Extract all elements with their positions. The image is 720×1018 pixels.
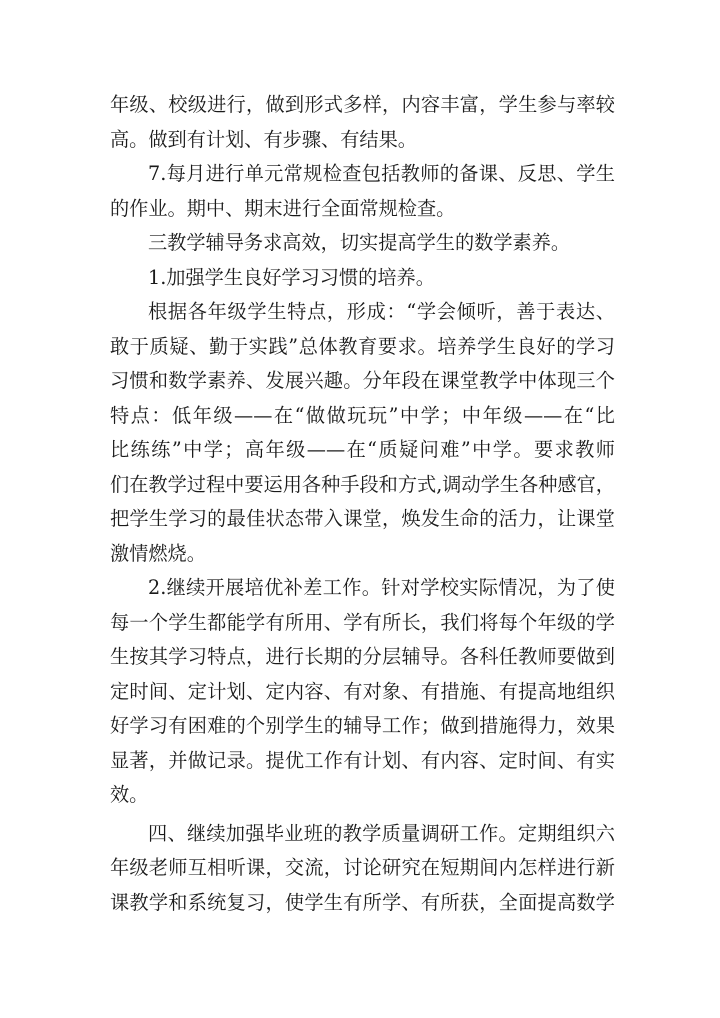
- text-line: 7.每月进行单元常规检查包括教师的备课、反思、学生: [148, 162, 615, 185]
- text-line: 的作业。期中、期末进行全面常规检查。: [110, 196, 456, 220]
- text-line: 生按其学习特点，进行长期的分层辅导。各科任教师要做到: [110, 645, 615, 668]
- text-line: 2.继续开展培优补差工作。针对学校实际情况，为了使: [148, 576, 615, 599]
- text-line: 定时间、定计划、定内容、有对象、有措施、有提高地组织: [110, 679, 615, 703]
- text-line: 激情燃烧。: [110, 541, 206, 565]
- text-line: 把学生学习的最佳状态带入课堂，焕发生命的活力，让课堂: [110, 507, 615, 530]
- document-page: [110, 88, 615, 920]
- text-line: 根据各年级学生特点，形成：“学会倾听，善于表达、: [148, 300, 615, 323]
- text-line: 显著，并做记录。提优工作有计划、有内容、定时间、有实: [110, 748, 615, 772]
- text-line: 课教学和系统复习，使学生有所学、有所获，全面提高数学: [110, 890, 615, 914]
- text-line: 比练练”中学；高年级——在“质疑问难”中学。要求教师: [110, 438, 615, 461]
- text-line: 好学习有困难的个别学生的辅导工作；做到措施得力，效果: [110, 714, 615, 737]
- text-line: 敢于质疑、勤于实践”总体教育要求。培养学生良好的学习: [110, 334, 615, 358]
- text-line: 效。: [110, 783, 149, 806]
- text-line: 特点：低年级——在“做做玩玩”中学；中年级——在“比: [110, 403, 615, 427]
- text-line: 每一个学生都能学有所用、学有所长，我们将每个年级的学: [110, 610, 615, 634]
- section-heading: 四、继续加强毕业班的教学质量调研工作。定期组织六: [148, 821, 615, 845]
- text-line: 年级、校级进行，做到形式多样，内容丰富，学生参与率较: [110, 93, 615, 116]
- text-line: 习惯和数学素养、发展兴趣。分年段在课堂教学中体现三个: [110, 369, 615, 392]
- section-heading: 三教学辅导务求高效，切实提高学生的数学素养。: [148, 231, 571, 254]
- subsection-heading: 1.加强学生良好学习习惯的培养。: [148, 265, 435, 289]
- text-line: 高。做到有计划、有步骤、有结果。: [110, 127, 417, 151]
- text-line: 年级老师互相听课，交流，讨论研究在短期间内怎样进行新: [110, 856, 615, 879]
- text-line: 们在教学过程中要运用各种手段和方式,调动学生各种感官，: [110, 472, 615, 496]
